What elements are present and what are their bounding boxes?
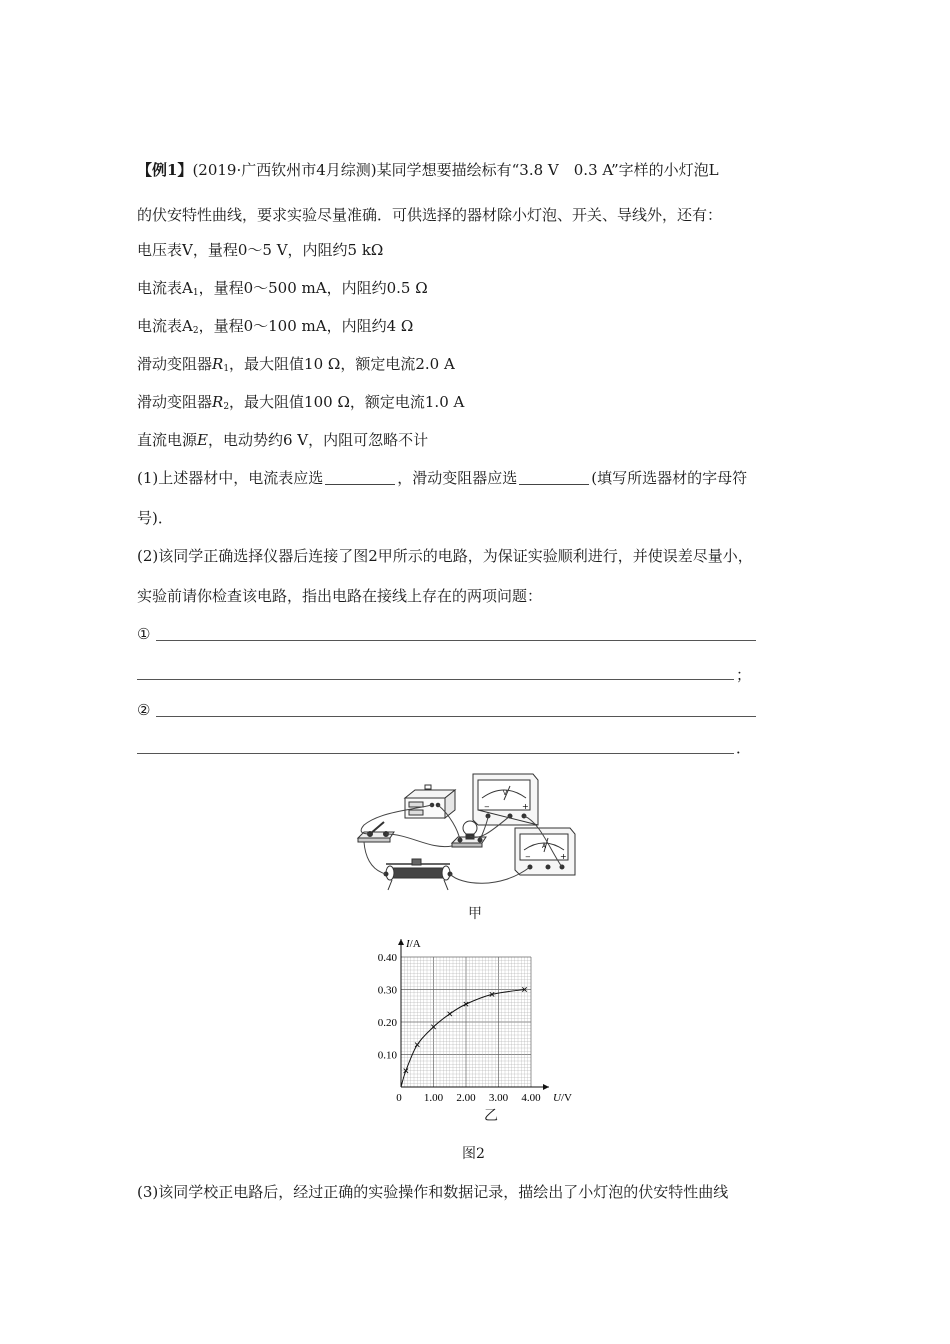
ammeter-plus: + — [560, 852, 567, 861]
equipment-text: ，电动势约6 V，内阻可忽略不计 — [207, 431, 429, 449]
x-axis-label: U/V — [553, 1092, 572, 1104]
equipment-text: 电流表A — [137, 317, 193, 335]
equipment-ammeter-a2 — [137, 316, 413, 341]
rheostat-icon — [384, 859, 452, 890]
equipment-ammeter-a1 — [137, 278, 428, 303]
intro-line-1: 某同学想要描绘标有“3.8 V 0.3 A”字样的小灯泡L — [376, 161, 719, 179]
equipment-subscript: 2 — [223, 402, 230, 412]
answer-line-2a[interactable] — [156, 716, 756, 717]
answer-blank-rheostat[interactable] — [519, 470, 589, 485]
equipment-text: 直流电源 — [137, 431, 198, 449]
ammeter-minus: − — [525, 853, 531, 861]
x-tick-label: 1.00 — [423, 1092, 444, 1104]
equipment-text: ，最大阻值10 Ω，额定电流2.0 A — [229, 355, 455, 373]
figure-caption-main: 图2 — [462, 1146, 485, 1162]
y-axis-arrow — [398, 939, 404, 945]
y-tick-label: 0.30 — [377, 984, 397, 997]
answer-mark-2: ② — [137, 701, 151, 719]
ammeter-letter: A — [542, 843, 547, 850]
answer-mark-1: ① — [137, 625, 151, 643]
question-3: (3)该同学校正电路后，经过正确的实验操作和数据记录，描绘出了小灯泡的伏安特性曲线 — [137, 1183, 729, 1201]
answer-end-period: ． — [736, 739, 752, 757]
equipment-text: ，最大阻值100 Ω，额定电流1.0 A — [229, 393, 465, 411]
equipment-subscript: 2 — [192, 326, 199, 336]
equipment-text: 滑动变阻器 — [137, 393, 213, 411]
voltmeter-minus: − — [484, 803, 490, 811]
question-1-end: 号)． — [137, 509, 173, 527]
equipment-rheostat-r1 — [137, 354, 455, 379]
equipment-symbol: R — [212, 355, 224, 373]
problem-source: (2019·广西钦州市4月综测) — [192, 161, 377, 179]
power-supply-icon — [405, 785, 455, 818]
equipment-text: ，量程0～100 mA，内阻约4 Ω — [198, 317, 414, 335]
question-1 — [137, 468, 747, 488]
answer-blank-ammeter[interactable] — [325, 470, 395, 485]
figure-caption-jia: 甲 — [468, 906, 482, 922]
question-1-text: (填写所选器材的字母符 — [591, 469, 748, 487]
intro-line-2: 的伏安特性曲线，要求实验尽量准确．可供选择的器材除小灯泡、开关、导线外，还有： — [137, 206, 723, 224]
equipment-subscript: 1 — [192, 288, 199, 298]
question-2-line-2: 实验前请你检查该电路，指出电路在接线上存在的两项问题： — [137, 587, 543, 605]
x-tick-label: 4.00 — [521, 1092, 541, 1104]
voltmeter-letter: V — [503, 790, 508, 797]
equipment-subscript: 1 — [223, 364, 230, 374]
equipment-text: 滑动变阻器 — [137, 355, 213, 373]
chart-data — [401, 987, 527, 1087]
voltmeter-icon — [473, 774, 538, 825]
answer-end-semicolon: ； — [736, 666, 752, 684]
y-tick-label: 0.40 — [377, 952, 397, 964]
problem-heading — [137, 160, 719, 180]
equipment-text: 电压表V，量程0～5 V，内阻约5 kΩ — [137, 241, 384, 259]
equipment-symbol: E — [197, 431, 208, 449]
question-2-line-1: (2)该同学正确选择仪器后连接了图2甲所示的电路，为保证实验顺利进行，并使误差尽量小， — [137, 547, 753, 565]
equipment-rheostat-r2 — [137, 392, 464, 417]
example-tag: 【例1】 — [137, 161, 193, 179]
voltmeter-plus: + — [522, 802, 529, 811]
y-tick-label: 0.20 — [377, 1017, 397, 1029]
x-axis-arrow — [543, 1084, 549, 1090]
answer-line-1b[interactable] — [137, 679, 734, 680]
answer-line-1a[interactable] — [156, 640, 756, 641]
question-1-text: (1)上述器材中，电流表应选 — [137, 469, 324, 487]
circuit-diagram — [350, 770, 590, 900]
origin-label: 0 — [396, 1092, 402, 1104]
y-axis-label: I/A — [406, 938, 421, 950]
figure-caption-yi: 乙 — [484, 1108, 498, 1124]
x-tick-label: 2.00 — [456, 1092, 476, 1104]
question-1-text: ，滑动变阻器应选 — [397, 469, 518, 487]
chart-labels — [378, 938, 572, 1104]
equipment-voltmeter — [137, 240, 383, 260]
y-tick-label: 0.10 — [377, 1049, 397, 1062]
equipment-text: 电流表A — [137, 279, 193, 297]
equipment-text: ，量程0～500 mA，内阻约0.5 Ω — [198, 279, 428, 297]
chart-grid — [401, 957, 531, 1087]
equipment-power-source — [137, 430, 428, 450]
equipment-symbol: R — [212, 393, 224, 411]
x-tick-label: 3.00 — [488, 1092, 509, 1104]
answer-line-2b[interactable] — [137, 753, 734, 754]
iu-characteristic-chart — [360, 925, 600, 1125]
